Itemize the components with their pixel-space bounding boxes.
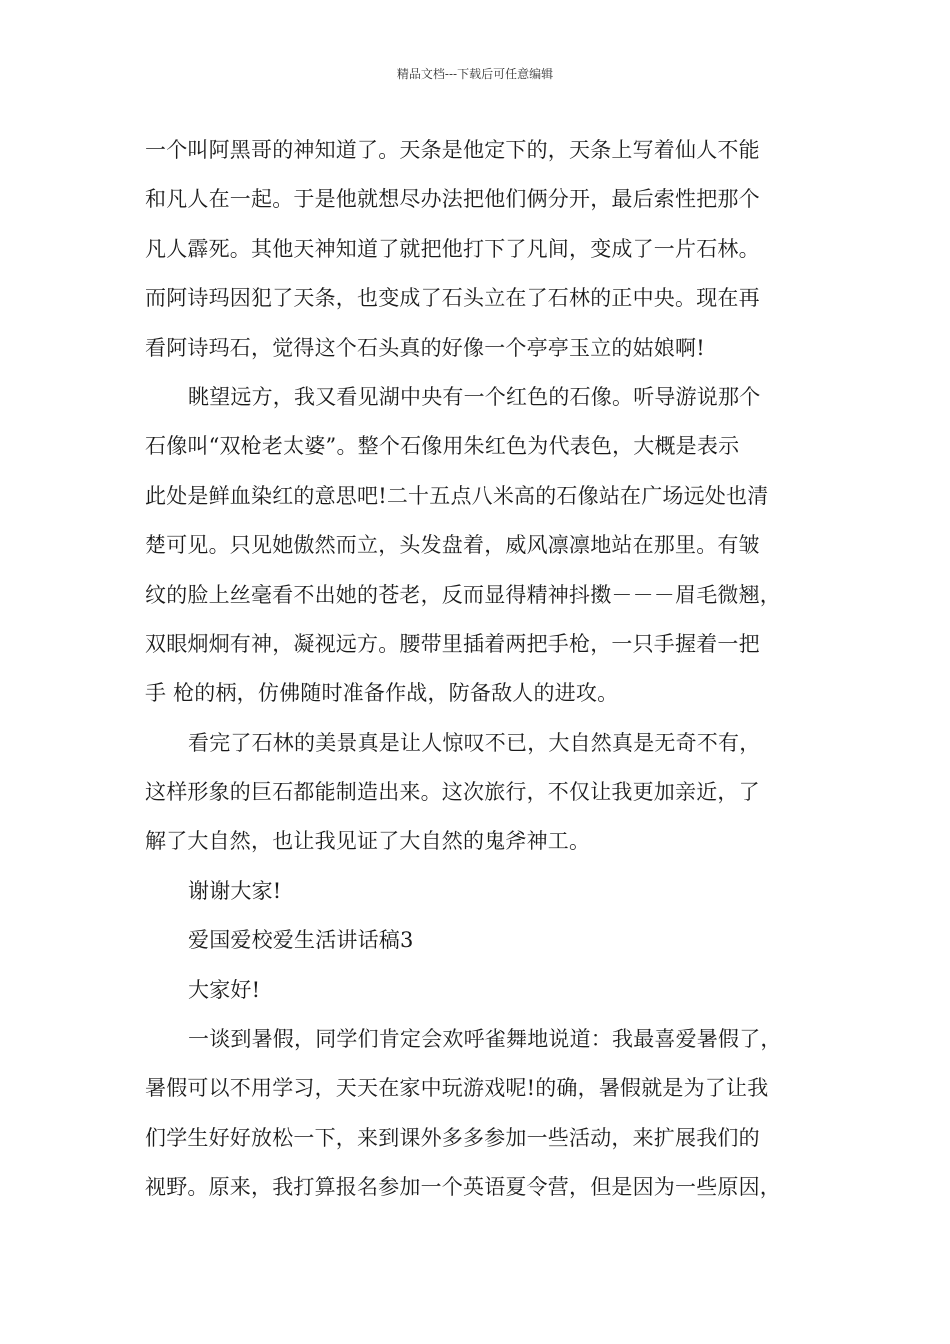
text-line: 而阿诗玛因犯了天条，也变成了石头立在了石林的正中央。现在再 <box>145 286 760 311</box>
text-line: 解了大自然，也让我见证了大自然的鬼斧神工。 <box>145 829 591 854</box>
text-line: 凡人霹死。其他天神知道了就把他打下了凡间，变成了一片石林。 <box>145 236 760 261</box>
text-line: 一谈到暑假，同学们肯定会欢呼雀舞地说道：我最喜爱暑假了， <box>188 1027 782 1052</box>
section-title <box>145 916 831 965</box>
paragraph-2 <box>145 373 831 719</box>
text-line: 爱国爱校爱生活讲话稿3 <box>188 928 414 953</box>
page-header: 精品文档---下载后可任意编辑 <box>396 67 554 81</box>
text-line: 纹的脸上丝毫看不出她的苍老，反而显得精神抖擞－－－眉毛微翘， <box>145 582 781 607</box>
paragraph-3 <box>145 719 831 867</box>
text-line: 石像叫“双枪老太婆”。整个石像用朱红色为代表色，大概是表示 <box>145 434 740 459</box>
document-body <box>145 126 831 1213</box>
text-line: 暑假可以不用学习，天天在家中玩游戏呢!的确，暑假就是为了让我 <box>145 1076 769 1101</box>
text-line: 视野。原来，我打算报名参加一个英语夏令营，但是因为一些原因， <box>145 1175 781 1200</box>
text-line: 双眼炯炯有神，凝视远方。腰带里插着两把手枪，一只手握着一把 <box>145 631 760 656</box>
text-line: 眺望远方，我又看见湖中央有一个红色的石像。听导游说那个 <box>188 384 761 409</box>
paragraph-4 <box>145 1015 831 1213</box>
text-line: 们学生好好放松一下，来到课外多多参加一些活动，来扩展我们的 <box>145 1125 760 1150</box>
paragraph-greeting <box>145 966 831 1015</box>
text-line: 这样形象的巨石都能制造出来。这次旅行，不仅让我更加亲近，了 <box>145 780 760 805</box>
paragraph-thanks <box>145 867 831 916</box>
paragraph-1 <box>145 126 831 373</box>
text-line: 和凡人在一起。于是他就想尽办法把他们俩分开，最后索性把那个 <box>145 187 760 212</box>
text-line: 谢谢大家! <box>188 878 282 903</box>
text-line: 看阿诗玛石，觉得这个石头真的好像一个亭亭玉立的姑娘啊! <box>145 335 705 360</box>
text-line: 楚可见。只见她傲然而立，头发盘着，威风凛凛地站在那里。有皱 <box>145 533 760 558</box>
text-line: 大家好! <box>188 977 261 1002</box>
text-line: 此处是鲜血染红的意思吧!二十五点八米高的石像站在广场远处也清 <box>145 483 769 508</box>
text-line: 一个叫阿黑哥的神知道了。天条是他定下的，天条上写着仙人不能 <box>145 138 760 162</box>
text-line: 看完了石林的美景真是让人惊叹不已，大自然真是无奇不有， <box>188 730 761 755</box>
text-line: 手 枪的柄，仿佛随时准备作战，防备敌人的进攻。 <box>145 681 619 706</box>
